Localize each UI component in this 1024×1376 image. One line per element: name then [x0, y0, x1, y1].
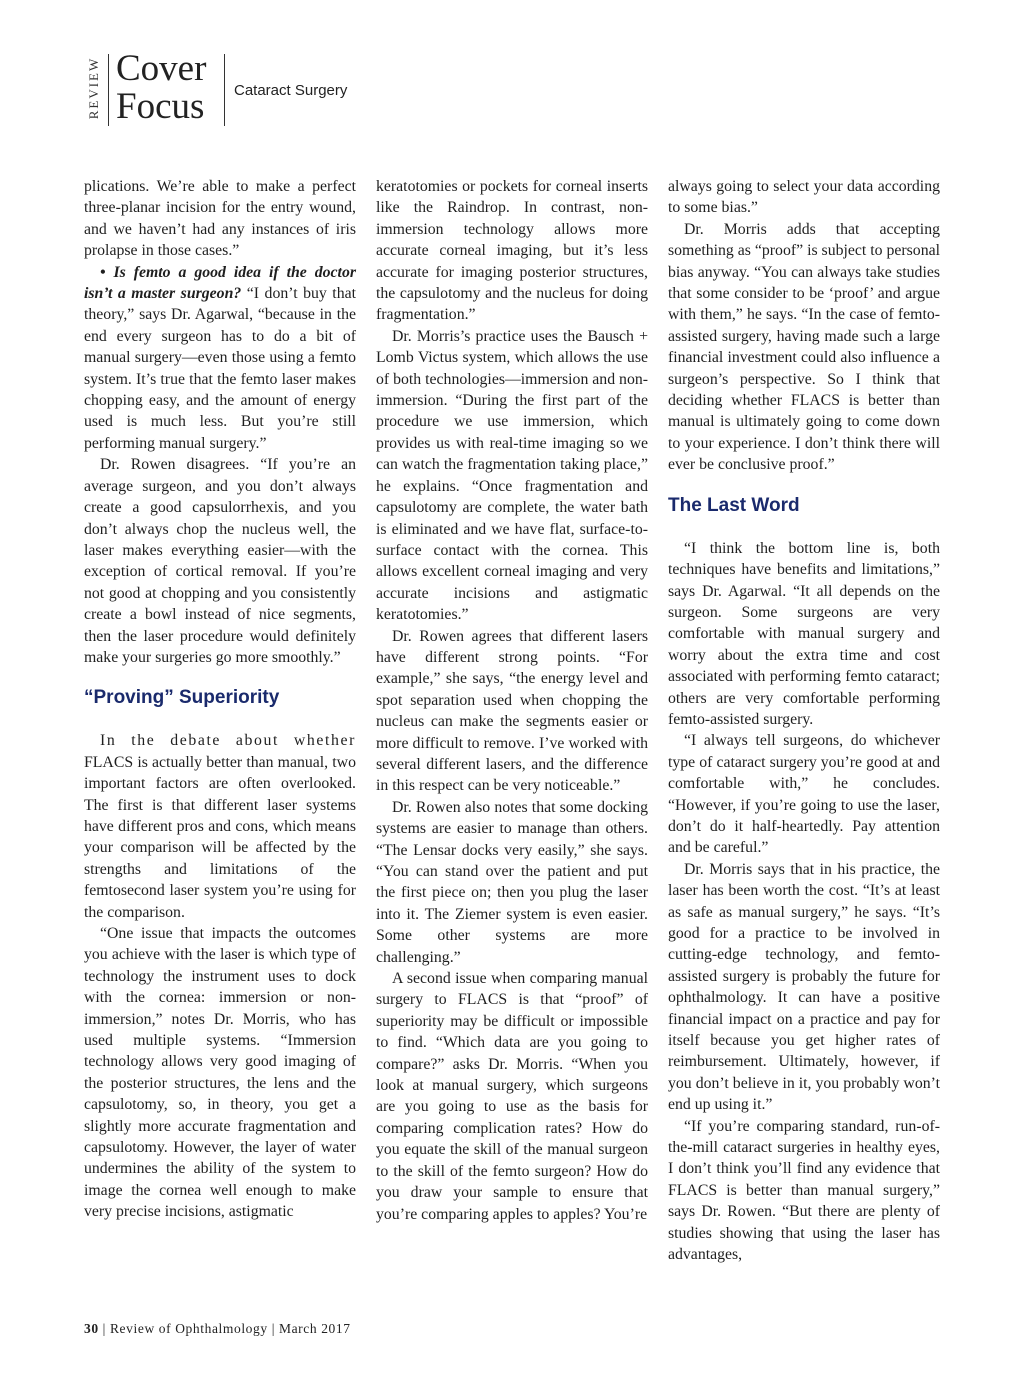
paragraph: “I always tell surgeons, do whichever type of cataract surgery you’re good at and comfortable with,” he concludes. “However, if you’re going to use the laser, don’t do it half-heartedly. Pay attention and be careful.”: [668, 732, 940, 857]
article-column-2: [376, 176, 648, 1225]
review-vertical-text: REVIEW: [86, 56, 101, 120]
paragraph-text: FLACS is actually better than manual, two important factors are often overlooked. The first is that different laser systems have different pros and cons, which means your comparison will be affected by the strengths and limitations of the femtosecond laser system you’re using for the comparison.: [84, 753, 356, 921]
paragraph: “I think the bottom line is, both techniques have benefits and limitations,” says Dr. Agarwal. “It all depends on the surgeon. Some surgeons are very comfortable with manual surgery and worry about the extra time and cost associated with performing femto cataract; others are very comfortable performing femto-assisted surgery.: [668, 539, 940, 728]
header-divider: [108, 54, 109, 126]
lead-in-text: In the debate about whether: [100, 732, 356, 750]
paragraph: Dr. Morris’s practice uses the Bausch + Lomb Victus system, which allows the use of both technologies—immersion and non-immersion. “During the first part of the procedure we use immersion, which provides us with real-time imaging so we can watch the fragmentation taking place,” he explains. “Once fragmentation and capsulotomy are complete, the water bath is eliminated and we have flat, surface-to-surface contact with the cornea. This allows excellent corneal imaging and very accurate incisions and astigmatic keratotomies.”: [376, 327, 649, 624]
article-column-3: [668, 176, 940, 1266]
paragraph: Dr. Morris adds that accepting something as “proof” is subject to personal bias anyway. “You can always take studies that some consider to be ‘proof’ and argue with them,” he says. “In the case of femto-assisted surgery, having made such a large financial investment could also influence a surgeon’s perspective. So I think that deciding whether FLACS is better than manual is ultimately going to come down to your experience. I don’t think there will ever be conclusive proof.”: [668, 220, 940, 474]
paragraph: Dr. Rowen also notes that some docking systems are easier to manage than others. “The Lensar docks very easily,” she says. “You can stand over the patient and put the first piece on; then you plug the laser into it. The Ziemer system is even easier. Some other systems are more challenging.”: [376, 798, 648, 966]
subheading: The Last Word: [668, 494, 800, 516]
page-number: 30: [84, 1321, 99, 1336]
paragraph: “One issue that impacts the outcomes you achieve with the laser is which type of technology the instrument uses to dock with the cornea: immersion or non-immersion,” notes Dr. Morris, who has used multiple systems. “Immersion technology allows very good imaging of the posterior structures, the lens and the capsulotomy, so, in theory, you get a slightly more accurate fragmentation and capsulotomy. However, the layer of water undermines the ability of the system to image the cornea well enough to make very precise incisions, astigmatic: [84, 925, 356, 1221]
section-title-focus: Focus: [116, 86, 205, 127]
section-title-cover: Cover: [116, 48, 207, 89]
paragraph: [84, 262, 356, 455]
paragraph: “If you’re comparing standard, run-of-the-mill cataract surgeries in healthy eyes, I don’t think you’ll find any evidence that FLACS is better than manual surgery,” says Dr. Rowen. “But there are plenty of studies showing that using the laser has advantages,: [668, 1117, 940, 1264]
article-column-1: [84, 176, 356, 1223]
paragraph: Dr. Rowen disagrees. “If you’re an average surgeon, and you don’t always create a good capsulorrhexis, and you don’t always chop the nucleus well, the laser makes everything easier—with the exception of cortical removal. If you’re not good at chopping and you consistently create a bowl instead of nice segments, then the laser procedure would definitely make your surgeries go more smoothly.”: [84, 456, 356, 666]
footer-publication: | Review of Ophthalmology | March 2017: [98, 1321, 351, 1336]
paragraph: plications. We’re able to make a perfect three-planar incision for the entry wound, and we haven’t had any instances of iris prolapse in those cases.”: [84, 178, 356, 260]
subheading: “Proving” Superiority: [84, 687, 280, 709]
page-footer: [84, 1321, 351, 1337]
paragraph: keratotomies or pockets for corneal inserts like the Raindrop. In contrast, non-immersion technology allows more accurate corneal imaging, but it’s less accurate for imaging posterior structures, the capsulotomy and the nucleus for doing fragmentation.”: [376, 178, 648, 324]
bullet-question: • Is femto a good idea if the doctor isn’t a master surgeon?: [84, 263, 356, 303]
paragraph: always going to select your data according to some bias.”: [668, 178, 940, 217]
header-divider: [224, 54, 225, 126]
review-vertical-label: [84, 50, 104, 126]
paragraph: [84, 730, 356, 923]
paragraph: A second issue when comparing manual surgery to FLACS is that “proof” of superiority may be difficult or impossible to find. “Which data are you going to compare?” asks Dr. Morris. “When you look at manual surgery, which surgeons are you going to use as the basis for comparing complication rates? How do you equate the skill of the manual surgeon to the skill of the femto surgeon? How do you draw your sample to ensure that you’re comparing apples to apples? You’re: [376, 970, 648, 1223]
section-topic: Cataract Surgery: [234, 82, 348, 99]
paragraph: Dr. Morris says that in his practice, the laser has been worth the cost. “It’s at least as safe as manual surgery,” he says. “It’s good for a practice to be involved in cutting-edge technology, and femto-assisted surgery is probably the future for ophthalmology. It can have a positive financial impact on a practice and pay for itself because you get higher rates of reimbursement. Ultimately, however, if you don’t believe in it, you probably won’t end up using it.”: [668, 860, 940, 1114]
paragraph: Dr. Rowen agrees that different lasers have different strong points. “For example,” she says, “the energy level and spot separation used when chopping the nucleus can make the segments easier or more difficult to remove. I’ve worked with several different lasers, and the difference in this respect can be very noticeable.”: [376, 627, 648, 795]
paragraph-text: “I don’t buy that theory,” says Dr. Agarwal, “because in the end every surgeon has to do a bit of manual surgery—even those using a femto system. It’s true that the femto laser makes chopping easy, and the amount of energy used is much less. But you’re still performing manual surgery.”: [84, 285, 356, 452]
